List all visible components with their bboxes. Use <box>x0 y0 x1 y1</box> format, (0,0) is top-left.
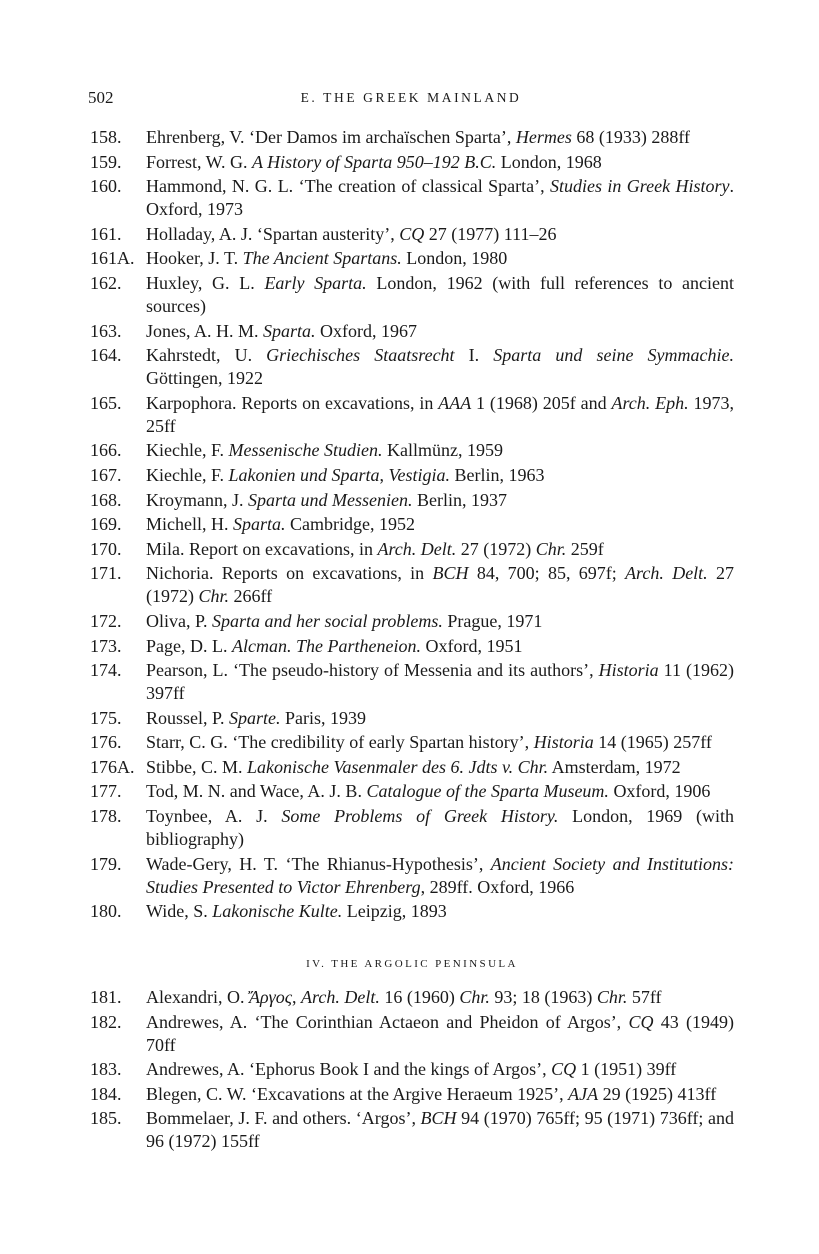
entry-number: 183. <box>90 1059 122 1080</box>
entry-number: 178. <box>90 806 122 827</box>
page-header <box>88 88 734 110</box>
entry-text: Forrest, W. G. A History of Sparta 950–192 B.C. London, 1968 <box>146 151 602 172</box>
entry-text: Roussel, P. Sparte. Paris, 1939 <box>146 707 367 728</box>
entry-number: 171. <box>90 563 122 584</box>
section-heading: IV. THE ARGOLIC PENINSULA <box>306 958 518 970</box>
bibliography-entry <box>90 707 734 730</box>
entry-text: Page, D. L. Alcman. The Partheneion. Oxford, 1951 <box>146 635 523 656</box>
entry-number: 177. <box>90 781 122 802</box>
entry-number: 160. <box>90 176 122 197</box>
bibliography-entry <box>90 1083 734 1106</box>
entry-text: Kahrstedt, U. Griechisches Staatsrecht I. Sparta und seine Symmachie. Göttingen, 1922 <box>146 345 734 389</box>
entry-number: 169. <box>90 514 122 535</box>
entry-text: Kiechle, F. Messenische Studien. Kallmünz, 1959 <box>146 440 503 461</box>
bibliography-entry <box>90 853 734 899</box>
entry-text: Wide, S. Lakonische Kulte. Leipzig, 1893 <box>146 901 447 922</box>
bibliography-entry <box>90 320 734 343</box>
bibliography-entry <box>90 635 734 658</box>
bibliography-entry <box>90 538 734 561</box>
bibliography-list-argolid <box>90 986 734 1155</box>
entry-text: Wade-Gery, H. T. ‘The Rhianus-Hypothesis’, Ancient Society and Institutions: Studies Presented to Victor Ehrenberg, 289ff. Oxford, 1966 <box>146 853 734 897</box>
bibliography-entry <box>90 464 734 487</box>
bibliography-entry <box>90 731 734 754</box>
entry-number: 158. <box>90 127 122 147</box>
entry-text: Pearson, L. ‘The pseudo-history of Messenia and its authors’, Historia 11 (1962) 397ff <box>146 660 734 704</box>
bibliography-list-sparta <box>90 126 734 925</box>
entry-number: 170. <box>90 538 122 559</box>
entry-text: Andrewes, A. ‘Ephorus Book I and the kings of Argos’, CQ 1 (1951) 39ff <box>146 1059 677 1080</box>
entry-text: Hooker, J. T. The Ancient Spartans. London, 1980 <box>146 248 508 269</box>
bibliography-entry <box>90 126 734 149</box>
bibliography-entry <box>90 272 734 318</box>
bibliography-entry <box>90 1058 734 1081</box>
entry-number: 173. <box>90 635 122 656</box>
entry-text: Huxley, G. L. Early Sparta. London, 1962 (with full references to ancient sources) <box>146 272 734 316</box>
bibliography-entry <box>90 223 734 246</box>
entry-text: Andrewes, A. ‘The Corinthian Actaeon and Pheidon of Argos’, CQ 43 (1949) 70ff <box>146 1011 734 1055</box>
entry-number: 176A. <box>90 756 135 777</box>
entry-text: Karpophora. Reports on excavations, in AAA 1 (1968) 205f and Arch. Eph. 1973, 25ff <box>146 392 734 436</box>
entry-text: Kroymann, J. Sparta und Messenien. Berlin, 1937 <box>146 489 507 510</box>
bibliography-entry <box>90 392 734 438</box>
bibliography-entry <box>90 659 734 705</box>
entry-number: 161. <box>90 223 122 244</box>
entry-number: 162. <box>90 272 122 293</box>
entry-text: Michell, H. Sparta. Cambridge, 1952 <box>146 514 415 535</box>
bibliography-entry <box>90 756 734 779</box>
entry-number: 166. <box>90 440 122 461</box>
entry-text: Stibbe, C. M. Lakonische Vasenmaler des 6. Jdts v. Chr. Amsterdam, 1972 <box>146 756 681 777</box>
bibliography-entry <box>90 986 734 1009</box>
bibliography-entry <box>90 344 734 390</box>
entry-number: 174. <box>90 660 122 681</box>
bibliography-entry <box>90 805 734 851</box>
entry-number: 176. <box>90 732 122 753</box>
entry-text: Kiechle, F. Lakonien und Sparta, Vestigia. Berlin, 1963 <box>146 464 545 485</box>
bibliography-entry <box>90 610 734 633</box>
entry-text: Jones, A. H. M. Sparta. Oxford, 1967 <box>146 320 418 341</box>
entry-number: 164. <box>90 345 122 366</box>
entry-text: Hammond, N. G. L. ‘The creation of classical Sparta’, Studies in Greek History. Oxford, 1973 <box>146 176 734 220</box>
entry-number: 163. <box>90 320 122 341</box>
entry-number: 172. <box>90 610 122 631</box>
bibliography-entry <box>90 439 734 462</box>
entry-text: Toynbee, A. J. Some Problems of Greek History. London, 1969 (with bibliography) <box>146 806 734 850</box>
entry-number: 161A. <box>90 248 135 269</box>
bibliography-entry <box>90 1011 734 1057</box>
bibliography-entry <box>90 247 734 270</box>
entry-text: Blegen, C. W. ‘Excavations at the Argive Heraeum 1925’, AJA 29 (1925) 413ff <box>146 1083 717 1104</box>
entry-text: Mila. Report on excavations, in Arch. Delt. 27 (1972) Chr. 259f <box>146 538 604 559</box>
bibliography-entry <box>90 175 734 221</box>
page-number: 502 <box>88 88 114 107</box>
bibliography-entry <box>90 780 734 803</box>
entry-text: Alexandri, O. Ἄργος, Arch. Delt. 16 (1960) Chr. 93; 18 (1963) Chr. 57ff <box>146 987 662 1007</box>
entry-number: 181. <box>90 987 122 1007</box>
entry-number: 185. <box>90 1108 122 1129</box>
entry-number: 179. <box>90 853 122 874</box>
entry-number: 165. <box>90 392 122 413</box>
entry-number: 175. <box>90 707 122 728</box>
entry-number: 159. <box>90 151 122 172</box>
entry-text: Holladay, A. J. ‘Spartan austerity’, CQ 27 (1977) 111–26 <box>146 223 557 244</box>
bibliography-entry <box>90 489 734 512</box>
bibliography-entry <box>90 562 734 608</box>
entry-text: Tod, M. N. and Wace, A. J. B. Catalogue of the Sparta Museum. Oxford, 1906 <box>146 781 711 802</box>
bibliography-entry <box>90 1107 734 1153</box>
entry-number: 180. <box>90 901 122 922</box>
entry-text: Oliva, P. Sparta and her social problems. Prague, 1971 <box>146 610 543 631</box>
entry-number: 167. <box>90 464 122 485</box>
entry-text: Nichoria. Reports on excavations, in BCH 84, 700; 85, 697f; Arch. Delt. 27 (1972) Chr. 266ff <box>146 563 734 607</box>
entry-number: 184. <box>90 1083 122 1104</box>
bibliography-entry <box>90 151 734 174</box>
entry-text: Bommelaer, J. F. and others. ‘Argos’, BCH 94 (1970) 765ff; 95 (1971) 736ff; and 96 (1972) 155ff <box>146 1108 735 1152</box>
entry-number: 182. <box>90 1011 122 1032</box>
running-title: E. THE GREEK MAINLAND <box>300 90 522 105</box>
entry-number: 168. <box>90 489 122 510</box>
entry-text: Ehrenberg, V. ‘Der Damos im archaïschen Sparta’, Hermes 68 (1933) 288ff <box>146 127 691 147</box>
bibliography-entry <box>90 900 734 923</box>
bibliography-entry <box>90 513 734 536</box>
entry-text: Starr, C. G. ‘The credibility of early Spartan history’, Historia 14 (1965) 257ff <box>146 732 712 753</box>
